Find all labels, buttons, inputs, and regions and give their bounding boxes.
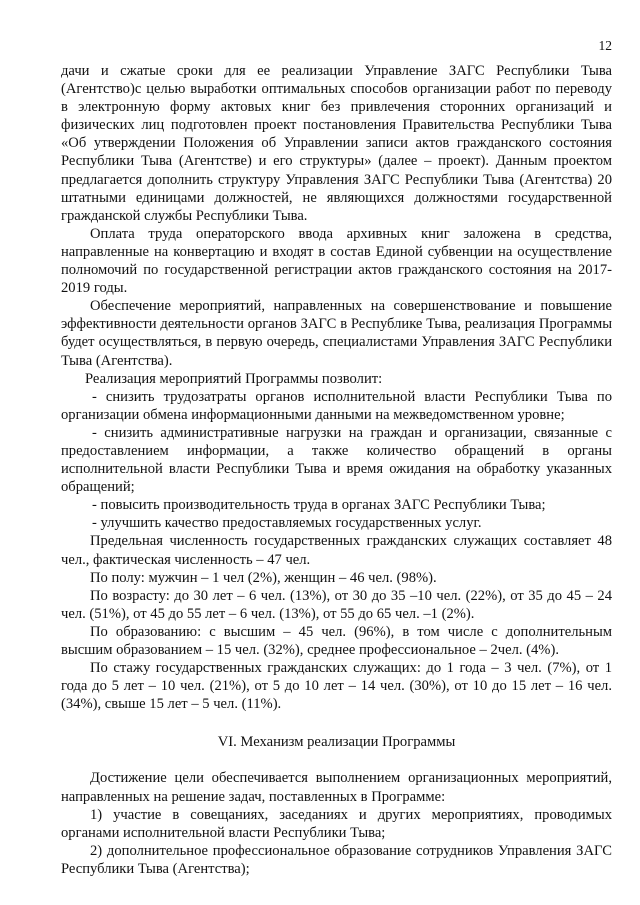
paragraph-goal: Достижение цели обеспечивается выполнением организационных мероприятий, направленных на решение задач, поставленных в Программе: [61,770,612,805]
paragraph-headcount: Предельная численность государственных гражданских служащих составляет 48 чел., фактическая численность – 47 чел. [61,533,612,568]
paragraph-payment: Оплата труда операторского ввода архивных книг заложена в средства, направленные на конвертацию и входят в состав Единой субвенции на осуществление полномочий по государственной регистрации актов гражданского состояния на 2017-2019 годы. [61,225,612,297]
page-number: 12 [598,38,612,53]
list-item-productivity: - повысить производительность труда в органах ЗАГС Республики Тыва; [92,497,546,514]
section-heading: VI. Механизм реализации Программы [217,734,456,751]
list-item-quality: - улучшить качество предоставляемых государственных услуг. [92,515,482,532]
list-item-reduce-load: - снизить административные нагрузки на граждан и организации, связанные с предоставлением информации, а также количество обращений в органы исполнительной власти Республики Тыва и время ожидания на обработку указанных обращений; [61,424,612,496]
list-item-education: 2) дополнительное профессиональное образование сотрудников Управления ЗАГС Республики Тыва (Агентства); [61,842,612,877]
paragraph-experience: По стажу государственных гражданских служащих: до 1 года – 3 чел. (7%), от 1 года до 5 лет – 10 чел. (21%), от 5 до 10 лет – 14 чел. (30%), от 10 до 15 лет – 16 чел. (34%), свыше 15 лет – 5 чел. (11%). [61,660,612,713]
paragraph-age: По возрасту: до 30 лет – 6 чел. (13%), от 30 до 35 –10 чел. (22%), от 35 до 45 – 24 чел. (51%), от 45 до 55 лет – 6 чел. (13%), от 55 до 65 чел. –1 (2%). [61,587,612,622]
list-item-reduce-labor: - снизить трудозатраты органов исполнительной власти Республики Тыва по организации обмена информационными данными на межведомственном уровне; [61,388,612,423]
paragraph-program-results-intro: Реализация мероприятий Программы позволит: [85,370,383,387]
paragraph-gender: По полу: мужчин – 1 чел (2%), женщин – 46 чел. (98%). [90,569,437,586]
paragraph-education: По образованию: с высшим – 45 чел. (96%), в том числе с дополнительным высшим образованием – 15 чел. (32%), среднее профессиональное – 2чел. (4%). [61,623,612,658]
paragraph-implementation: Обеспечение мероприятий, направленных на совершенствование и повышение эффективности деятельности органов ЗАГС в Республике Тыва, реализация Программы будет осуществляться, в первую очередь, специалистами Управления ЗАГС Республики Тыва (Агентства). [61,298,612,369]
document-body [61,62,612,878]
list-item-meetings: 1) участие в совещаниях, заседаниях и других мероприятиях, проводимых органами исполнительной власти Республики Тыва; [61,806,612,841]
paragraph-continuation: дачи и сжатые сроки для ее реализации Управление ЗАГС Республики Тыва (Агентство)с целью выработки оптимальных способов организации работ по переводу в электронную форму актовых книг без привлечения сторонних организаций и физических лиц подготовлен проект постановления Правительства Республики Тыва «Об утверждении Положения об Управлении записи актов гражданского состояния Республики Тыва (Агентстве) и его структуры» (далее – проект). Данным проектом предлагается дополнить структуру Управления ЗАГС Республики Тыва (Агентства) 20 штатными единицами должностей, не являющихся должностями государственной гражданской службы Республики Тыва. [61,63,612,224]
